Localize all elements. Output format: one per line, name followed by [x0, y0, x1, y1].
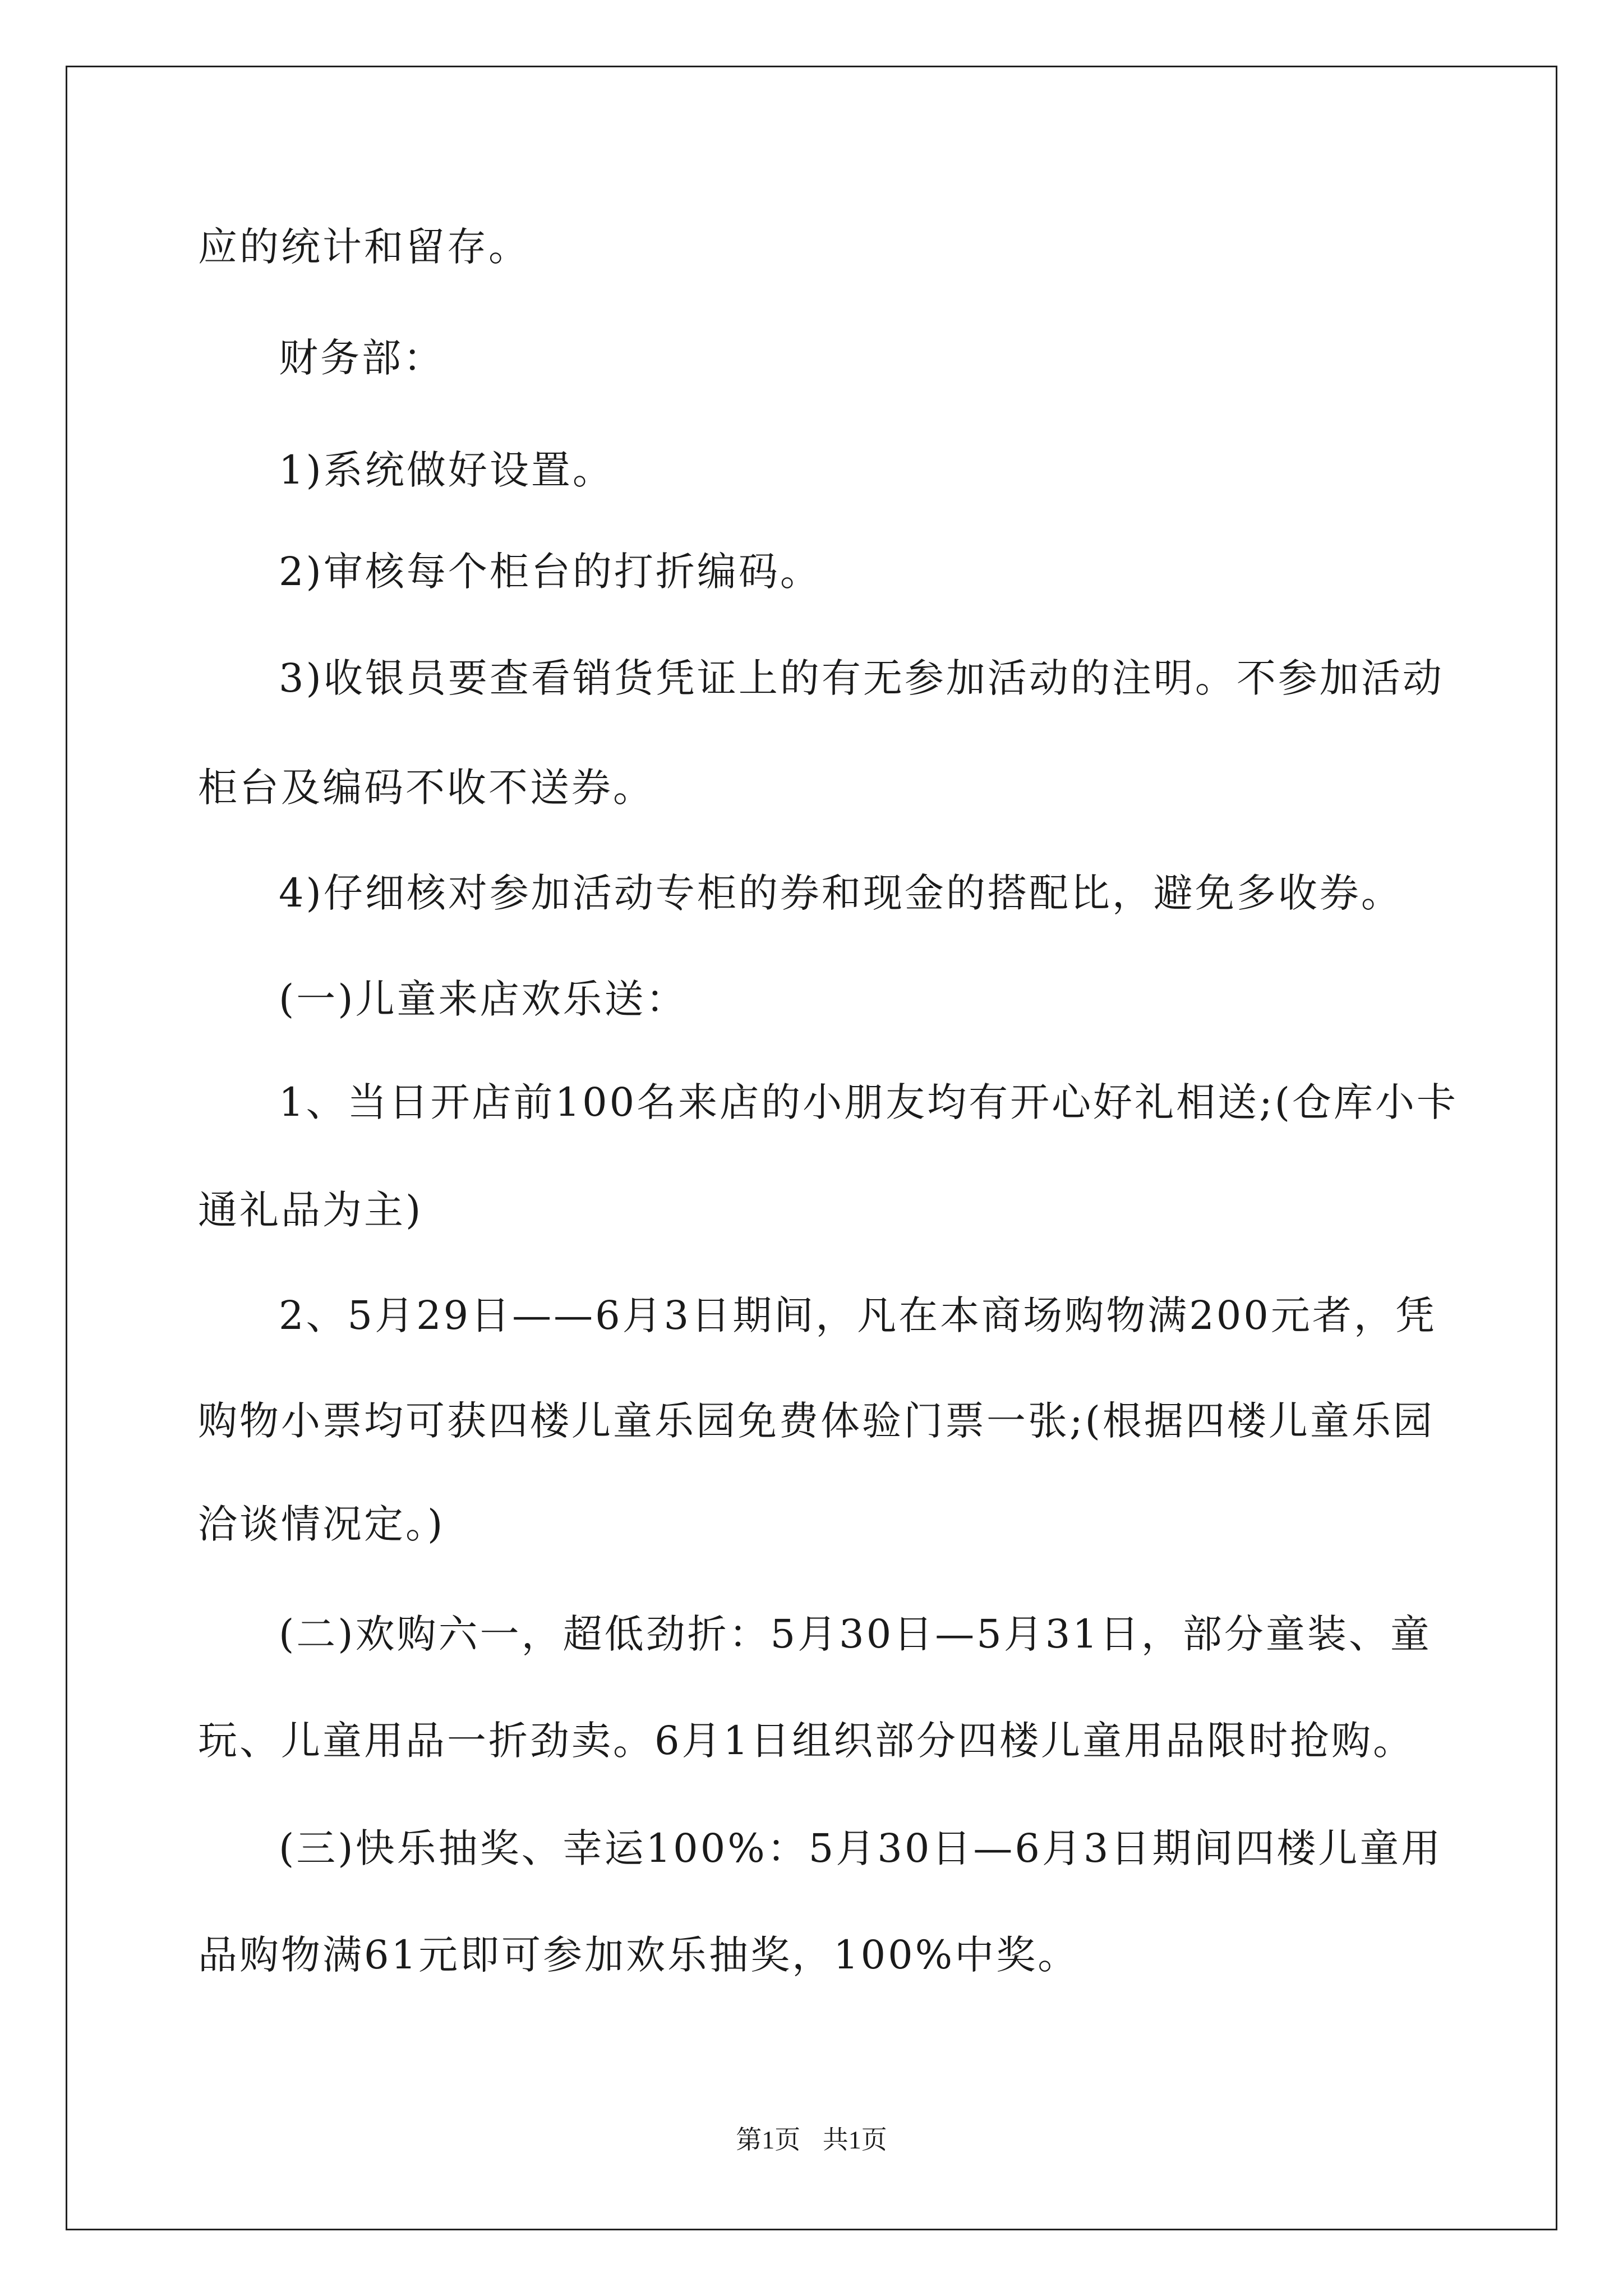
page-number: 第1页	[736, 2125, 801, 2154]
text-line: (三)快乐抽奖、幸运100%：5月30日—6月3日期间四楼儿童用	[279, 1825, 1443, 1871]
text-line: 4)仔细核对参加活动专柜的券和现金的搭配比，避免多收券。	[279, 870, 1403, 916]
page-total: 共1页	[822, 2125, 887, 2154]
text-line: 通礼品为主)	[198, 1187, 423, 1233]
page-border	[66, 66, 1557, 2230]
text-line: 柜台及编码不收不送券。	[198, 765, 654, 811]
section-heading: (一)儿童来店欢乐送：	[279, 976, 688, 1022]
text-line: 玩、儿童用品一折劲卖。6月1日组织部分四楼儿童用品限时抢购。	[198, 1718, 1415, 1764]
text-line: 购物小票均可获四楼儿童乐园免费体验门票一张;(根据四楼儿童乐园	[198, 1398, 1435, 1444]
text-line: 1、当日开店前100名来店的小朋友均有开心好礼相送;(仓库小卡	[279, 1079, 1459, 1125]
page-footer	[0, 2123, 1623, 2157]
text-line: 2)审核每个柜台的打折编码。	[279, 549, 822, 595]
text-line: 洽谈情况定。)	[198, 1501, 445, 1547]
text-line: 3)收银员要查看销货凭证上的有无参加活动的注明。不参加活动	[279, 655, 1444, 701]
text-line: 应的统计和留存。	[198, 224, 530, 270]
section-heading: 财务部：	[279, 335, 445, 381]
text-line: (二)欢购六一，超低劲折：5月30日—5月31日，部分童装、童	[279, 1611, 1432, 1657]
text-line: 品购物满61元即可参加欢乐抽奖，100%中奖。	[198, 1932, 1080, 1978]
text-line: 1)系统做好设置。	[279, 447, 614, 493]
text-line: 2、5月29日——6月3日期间，凡在本商场购物满200元者，凭	[279, 1292, 1437, 1338]
